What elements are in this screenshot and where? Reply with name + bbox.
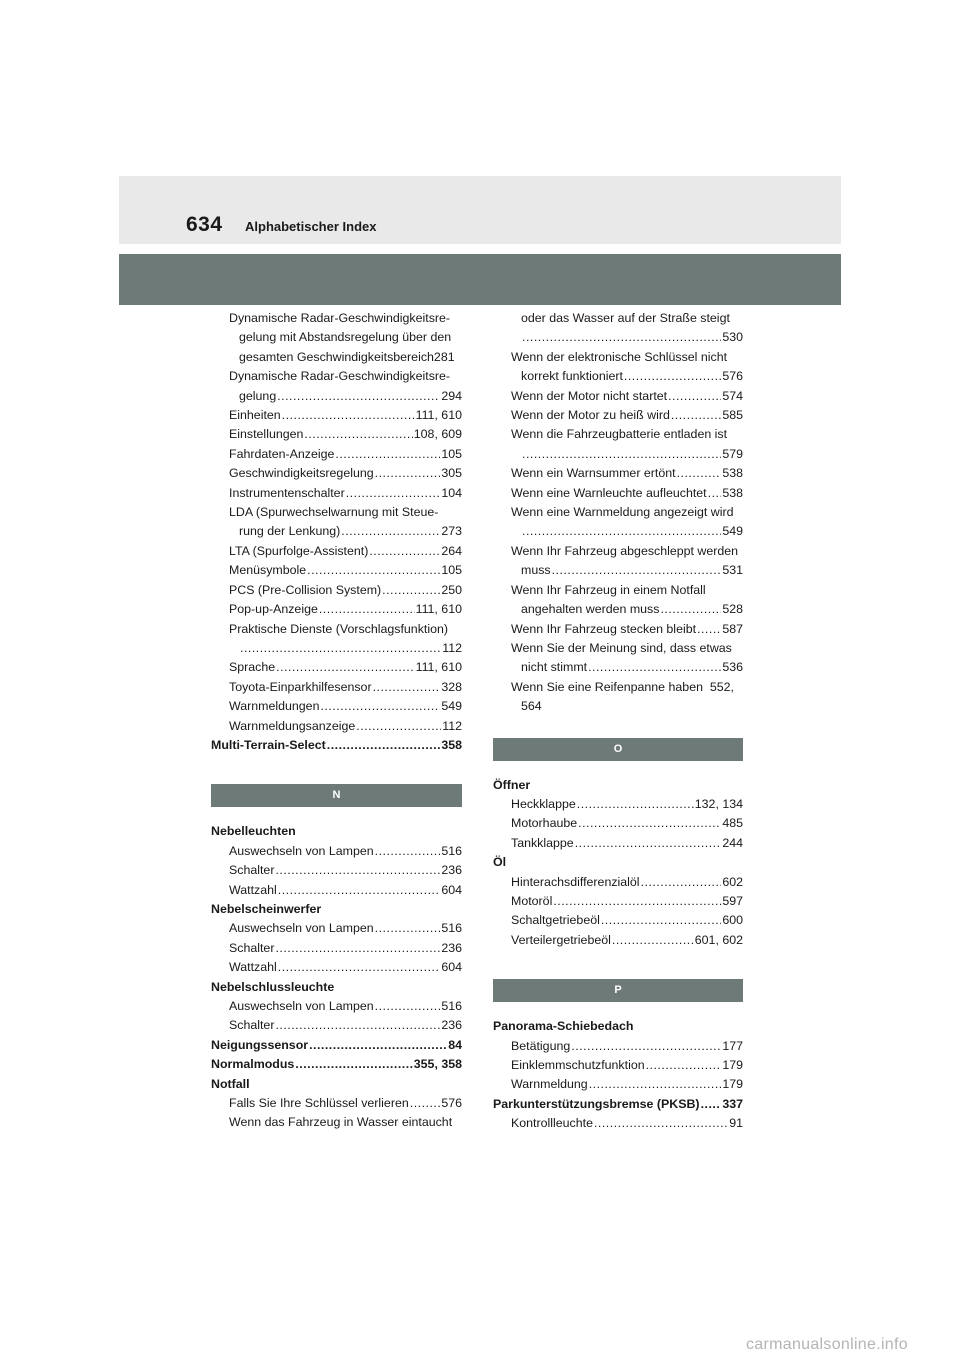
leader-dots <box>275 861 440 880</box>
entry-label: angehalten werden muss <box>521 602 660 617</box>
section-letter-n: N <box>211 784 462 807</box>
leader-dots <box>708 484 722 503</box>
entry-label: Auswechseln von Lampen <box>229 921 374 936</box>
index-entry[interactable] <box>211 1016 462 1035</box>
index-entry[interactable] <box>493 1075 743 1094</box>
leader-dots <box>240 639 441 658</box>
leader-dots <box>578 814 721 833</box>
index-entry[interactable] <box>493 678 743 697</box>
index-entry[interactable] <box>493 600 743 619</box>
leader-dots <box>677 464 722 483</box>
entry-label: gesamten Geschwindigkeitsbereich <box>239 349 434 364</box>
entry-page: 112 <box>442 718 462 733</box>
entry-text: oder das Wasser auf der Straße steigt <box>521 311 730 325</box>
leader-dots <box>522 522 721 541</box>
leader-dots <box>282 406 415 425</box>
entry-label: Auswechseln von Lampen <box>229 843 374 858</box>
leader-dots <box>278 958 441 977</box>
leader-dots <box>373 678 441 697</box>
entry-label: Heckklappe <box>511 796 576 811</box>
index-column-left <box>211 309 462 1133</box>
header-dark-band <box>119 254 841 305</box>
index-entry[interactable] <box>493 484 743 503</box>
leader-dots <box>295 1055 412 1074</box>
index-entry[interactable] <box>211 939 462 958</box>
index-entry[interactable] <box>211 717 462 736</box>
entry-page: 549 <box>722 524 743 539</box>
entry-label: Wattzahl <box>229 882 277 897</box>
leader-dots <box>277 387 440 406</box>
entry-text: Wenn der elektronische Schlüssel nicht <box>511 349 728 364</box>
leader-dots <box>522 328 721 347</box>
index-heading: Notfall <box>211 1076 250 1091</box>
index-heading: Nebelscheinwerfer <box>211 901 322 916</box>
entry-page: 264 <box>441 543 462 558</box>
index-entry[interactable] <box>211 600 462 619</box>
leader-dots <box>522 445 721 464</box>
index-entry[interactable] <box>493 911 743 930</box>
index-entry[interactable] <box>211 581 462 600</box>
leader-dots <box>327 736 441 755</box>
entry-label: Falls Sie Ihre Schlüssel verlieren <box>229 1096 409 1111</box>
entry-page: 576 <box>722 369 743 384</box>
leader-dots <box>577 795 694 814</box>
entry-label: Wenn der Motor nicht startet <box>511 388 668 403</box>
index-entry[interactable] <box>211 861 462 880</box>
index-entry[interactable] <box>211 658 462 677</box>
leader-dots <box>671 406 721 425</box>
index-entry[interactable] <box>211 522 462 541</box>
index-entry[interactable] <box>211 348 462 367</box>
index-entry[interactable] <box>211 1094 462 1113</box>
entry-page: 337 <box>722 1096 743 1111</box>
entry-label: Wenn Sie eine Reifenpanne haben <box>511 679 703 694</box>
entry-label: Instrumentenschalter <box>229 485 345 500</box>
page-number: 634 <box>186 213 223 236</box>
leader-dots <box>601 911 721 930</box>
index-entry[interactable] <box>493 367 743 386</box>
entry-label: Betätigung <box>511 1038 571 1053</box>
header-band <box>119 176 841 244</box>
entry-page: 552, <box>709 679 734 694</box>
entry-page: 177 <box>722 1038 743 1053</box>
entry-text: Dynamische Radar-Geschwindigkeitsre- <box>229 369 451 384</box>
entry-page: 250 <box>441 582 462 597</box>
entry-page: 549 <box>441 699 462 714</box>
entry-label: Schaltgetriebeöl <box>511 913 600 928</box>
index-entry-main[interactable] <box>211 1055 462 1074</box>
entry-page: 112 <box>442 640 462 655</box>
leader-dots <box>275 1016 440 1035</box>
leader-dots <box>624 367 721 386</box>
index-entry[interactable] <box>211 678 462 697</box>
entry-page: 538 <box>722 466 743 481</box>
entry-text: Praktische Dienste (Vorschlagsfunktion) <box>229 621 449 636</box>
entry-label: Hinterachsdifferenzialöl <box>511 874 640 889</box>
entry-label: Schalter <box>229 1018 275 1033</box>
entry-label: korrekt funktioniert <box>521 369 623 384</box>
index-heading: Nebelleuchten <box>211 824 296 839</box>
leader-dots <box>275 939 440 958</box>
entry-label: LTA (Spurfolge-Assistent) <box>229 543 369 558</box>
entry-page: 516 <box>441 843 462 858</box>
leader-dots <box>646 1056 722 1075</box>
entry-page: 236 <box>441 863 462 878</box>
leader-dots <box>594 1114 728 1133</box>
index-entry[interactable] <box>493 834 743 853</box>
entry-label: Parkunterstützungsbremse (PKSB) <box>493 1096 700 1111</box>
entry-label: gelung <box>239 388 277 403</box>
leader-dots <box>697 620 721 639</box>
entry-page: 601, 602 <box>694 932 743 947</box>
index-entry[interactable] <box>493 464 743 483</box>
entry-label: Sprache <box>229 660 276 675</box>
leader-dots <box>369 542 440 561</box>
leader-dots <box>552 561 722 580</box>
index-entry[interactable] <box>211 919 462 938</box>
running-title: Alphabetischer Index <box>245 219 377 234</box>
index-entry[interactable] <box>493 1037 743 1056</box>
leader-dots <box>341 522 440 541</box>
leader-dots <box>588 658 721 677</box>
leader-dots <box>375 842 441 861</box>
entry-page: 108, 609 <box>413 427 462 442</box>
index-entry[interactable] <box>493 931 743 950</box>
entry-page: 179 <box>722 1077 743 1092</box>
index-heading: Panorama-Schiebedach <box>493 1019 634 1034</box>
entry-page: 604 <box>441 960 462 975</box>
entry-label: Fahrdaten-Anzeige <box>229 446 335 461</box>
entry-page: 516 <box>441 921 462 936</box>
entry-page: 105 <box>441 563 462 578</box>
entry-label: Wenn eine Warnleuchte aufleuchtet <box>511 485 707 500</box>
entry-page: 273 <box>441 524 462 539</box>
entry-label: Wenn Ihr Fahrzeug stecken bleibt <box>511 621 697 636</box>
entry-text: Wenn Ihr Fahrzeug abgeschleppt werden <box>511 543 739 558</box>
entry-page: 132, 134 <box>694 796 743 811</box>
leader-dots <box>320 697 440 716</box>
entry-label: Wattzahl <box>229 960 277 975</box>
leader-dots <box>346 484 441 503</box>
leader-dots <box>571 1037 721 1056</box>
leader-dots <box>382 581 440 600</box>
entry-text: Wenn eine Warnmeldung angezeigt wird <box>511 505 734 520</box>
entry-page: 355, 358 <box>413 1057 462 1072</box>
leader-dots <box>375 997 441 1016</box>
entry-label: Schalter <box>229 863 275 878</box>
leader-dots <box>701 1095 722 1114</box>
index-entry[interactable] <box>211 387 462 406</box>
watermark: carmanualsonline.info <box>746 1336 908 1353</box>
entry-label: Warnmeldungsanzeige <box>229 718 356 733</box>
leader-dots <box>307 561 440 580</box>
entry-page: 574 <box>722 388 743 403</box>
entry-page: 111, 610 <box>415 408 462 423</box>
entry-text: Dynamische Radar-Geschwindigkeitsre- <box>229 311 451 325</box>
entry-text: Wenn Sie der Meinung sind, dass etwas <box>511 640 732 655</box>
entry-label: Toyota-Einparkhilfesensor <box>229 679 372 694</box>
leader-dots <box>319 600 415 619</box>
entry-label: rung der Lenkung) <box>239 524 341 539</box>
index-heading: Nebelschlussleuchte <box>211 979 335 994</box>
entry-label: Wenn ein Warnsummer ertönt <box>511 466 676 481</box>
index-entry[interactable] <box>493 522 743 541</box>
entry-page: 305 <box>441 466 462 481</box>
entry-page: 531 <box>722 563 743 578</box>
entry-text: LDA (Spurwechselwarnung mit Steue- <box>229 505 439 520</box>
entry-label: Einstellungen <box>229 427 304 442</box>
entry-label: Einheiten <box>229 408 281 423</box>
entry-page: 602 <box>722 874 743 889</box>
entry-page: 236 <box>441 940 462 955</box>
index-entry[interactable] <box>493 406 743 425</box>
index-entry[interactable] <box>211 958 462 977</box>
index-entry[interactable] <box>493 873 743 892</box>
entry-page: 105 <box>441 446 462 461</box>
entry-page: 104 <box>441 485 462 500</box>
leader-dots <box>575 834 722 853</box>
index-entry[interactable] <box>211 997 462 1016</box>
entry-label: Auswechseln von Lampen <box>229 999 374 1013</box>
entry-label: Wenn der Motor zu heiß wird <box>511 408 670 423</box>
entry-page: 538 <box>722 485 743 500</box>
index-entry[interactable] <box>211 445 462 464</box>
entry-label: Tankklappe <box>511 835 574 850</box>
entry-page: 84 <box>448 1037 462 1052</box>
index-entry[interactable] <box>493 561 743 580</box>
entry-page: 579 <box>722 446 743 461</box>
entry-text: Wenn Ihr Fahrzeug in einem Notfall <box>511 582 706 597</box>
entry-label: PCS (Pre-Collision System) <box>229 582 382 597</box>
entry-label: Motoröl <box>511 893 553 908</box>
leader-dots <box>309 1036 447 1055</box>
entry-page: 536 <box>722 660 743 675</box>
entry-page: 179 <box>722 1058 743 1072</box>
index-heading: Öffner <box>493 777 531 792</box>
entry-label: Geschwindigkeitsregelung <box>229 466 374 481</box>
leader-dots <box>335 445 440 464</box>
entry-page: 600 <box>722 913 743 928</box>
entry-page: 358 <box>441 737 462 752</box>
entry-page: 576 <box>441 1096 462 1111</box>
index-entry[interactable] <box>493 892 743 911</box>
entry-page: 516 <box>441 999 462 1013</box>
entry-page: 111, 610 <box>415 602 462 617</box>
leader-dots <box>641 873 722 892</box>
section-letter-o: O <box>493 738 743 761</box>
leader-dots <box>589 1075 722 1094</box>
entry-label: Verteilergetriebeöl <box>511 932 611 947</box>
entry-page: 485 <box>722 816 743 831</box>
index-entry[interactable] <box>493 1056 743 1075</box>
entry-label: Normalmodus <box>211 1057 295 1072</box>
entry-text: gelung mit Abstandsregelung über den <box>239 330 452 345</box>
entry-page: 244 <box>722 835 743 850</box>
leader-dots <box>304 425 412 444</box>
leader-dots <box>553 892 721 911</box>
index-entry[interactable] <box>493 387 743 406</box>
entry-text: Wenn die Fahrzeugbatterie entladen ist <box>511 427 728 442</box>
entry-page: 604 <box>441 882 462 897</box>
index-entry[interactable] <box>211 881 462 900</box>
leader-dots <box>276 658 414 677</box>
leader-dots <box>410 1094 441 1113</box>
index-entry[interactable] <box>493 620 743 639</box>
entry-page: 281 <box>433 349 455 364</box>
index-entry[interactable] <box>211 842 462 861</box>
entry-page: 597 <box>722 893 743 908</box>
entry-page: 236 <box>441 1018 462 1033</box>
entry-text: Wenn das Fahrzeug in Wasser eintaucht <box>229 1115 453 1130</box>
leader-dots <box>612 931 694 950</box>
index-entry[interactable] <box>493 795 743 814</box>
entry-label: Pop-up-Anzeige <box>229 602 318 617</box>
entry-label: nicht stimmt <box>521 660 588 675</box>
index-column-right <box>493 309 743 1134</box>
index-entry[interactable] <box>211 425 462 444</box>
leader-dots <box>660 600 721 619</box>
entry-page: 530 <box>722 330 743 345</box>
index-entry[interactable] <box>211 484 462 503</box>
entry-label: Neigungssensor <box>211 1037 309 1052</box>
entry-page: 328 <box>441 679 462 694</box>
entry-page: 528 <box>722 602 743 617</box>
index-entry[interactable] <box>211 697 462 716</box>
index-heading: Öl <box>493 855 507 870</box>
entry-label: Schalter <box>229 940 275 955</box>
index-entry[interactable] <box>211 561 462 580</box>
index-entry[interactable] <box>493 814 743 833</box>
entry-label: Multi-Terrain-Select <box>211 737 326 752</box>
entry-label: Warnmeldung <box>511 1077 588 1092</box>
entry-label: Kontrollleuchte <box>511 1116 593 1131</box>
index-entry[interactable] <box>493 445 743 464</box>
index-entry-main[interactable] <box>493 1095 743 1114</box>
index-entry[interactable] <box>211 542 462 561</box>
index-entry[interactable] <box>211 464 462 483</box>
entry-page: 585 <box>722 408 743 423</box>
leader-dots <box>668 387 721 406</box>
entry-label: Einklemmschutzfunktion <box>511 1058 645 1072</box>
index-entry[interactable] <box>493 328 743 347</box>
entry-page: 587 <box>722 621 743 636</box>
entry-label: muss <box>521 563 551 578</box>
index-entry-main[interactable] <box>211 736 462 755</box>
index-entry-main[interactable] <box>211 1036 462 1055</box>
section-letter-p: P <box>493 979 743 1002</box>
entry-page: 91 <box>729 1116 743 1131</box>
entry-page: 564 <box>521 699 542 714</box>
leader-dots <box>375 464 441 483</box>
index-entry[interactable] <box>211 639 462 658</box>
entry-label: Motorhaube <box>511 816 578 831</box>
entry-label: Menüsymbole <box>229 563 307 578</box>
entry-page: 294 <box>441 388 462 403</box>
entry-label: Warnmeldungen <box>229 699 320 714</box>
index-entry[interactable] <box>493 1114 743 1133</box>
index-entry[interactable] <box>211 406 462 425</box>
leader-dots <box>375 919 441 938</box>
leader-dots <box>356 717 441 736</box>
entry-page: 111, 610 <box>415 660 462 675</box>
index-entry[interactable] <box>493 658 743 677</box>
leader-dots <box>278 881 441 900</box>
